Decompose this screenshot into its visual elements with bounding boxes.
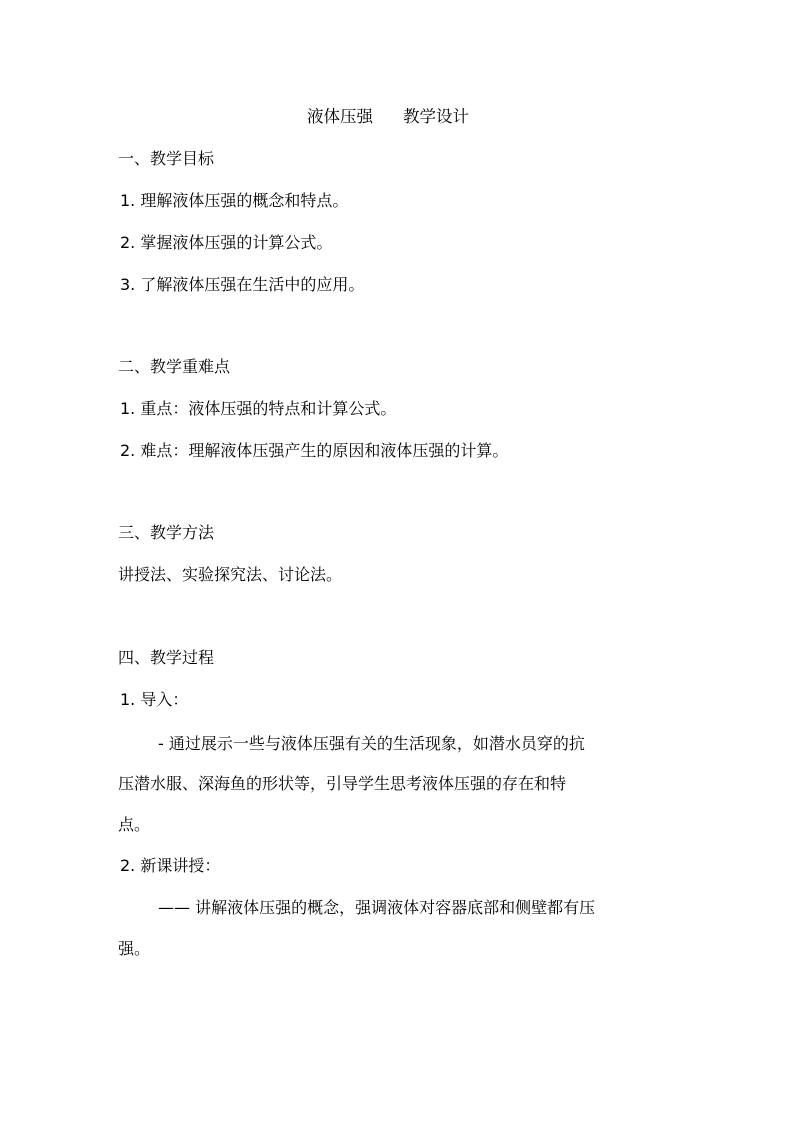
step-intro-text-line-3: 点。	[118, 815, 151, 834]
section-heading-process: 四、教学过程	[118, 648, 215, 667]
step-intro-text-line-1: - 通过展示一些与液体压强有关的生活现象，如潜水员穿的抗	[158, 734, 585, 753]
objective-item-3: 3. 了解液体压强在生活中的应用。	[120, 275, 365, 294]
title-part-1: 液体压强	[307, 107, 373, 126]
document-title	[307, 107, 469, 127]
step-intro-label: 1. 导入：	[120, 690, 189, 709]
step-new-lesson-label: 2. 新课讲授：	[120, 856, 221, 875]
section-heading-methods: 三、教学方法	[118, 523, 215, 542]
title-part-2: 教学设计	[403, 107, 469, 126]
section-heading-objectives: 一、教学目标	[118, 149, 215, 168]
methods-body: 讲授法、实验探究法、讨论法。	[118, 565, 343, 584]
step-new-lesson-text-line-2: 强。	[118, 939, 151, 958]
key-point-item-1: 1. 重点：液体压强的特点和计算公式。	[120, 399, 397, 418]
objective-item-1: 1. 理解液体压强的概念和特点。	[120, 191, 349, 210]
step-intro-text-line-2: 压潜水服、深海鱼的形状等，引导学生思考液体压强的存在和特	[118, 774, 567, 793]
section-heading-key-points: 二、教学重难点	[118, 357, 231, 376]
step-new-lesson-text-line-1: —— 讲解液体压强的概念，强调液体对容器底部和侧壁都有压	[158, 898, 596, 917]
key-point-item-2: 2. 难点：理解液体压强产生的原因和液体压强的计算。	[120, 441, 509, 460]
objective-item-2: 2. 掌握液体压强的计算公式。	[120, 233, 333, 252]
